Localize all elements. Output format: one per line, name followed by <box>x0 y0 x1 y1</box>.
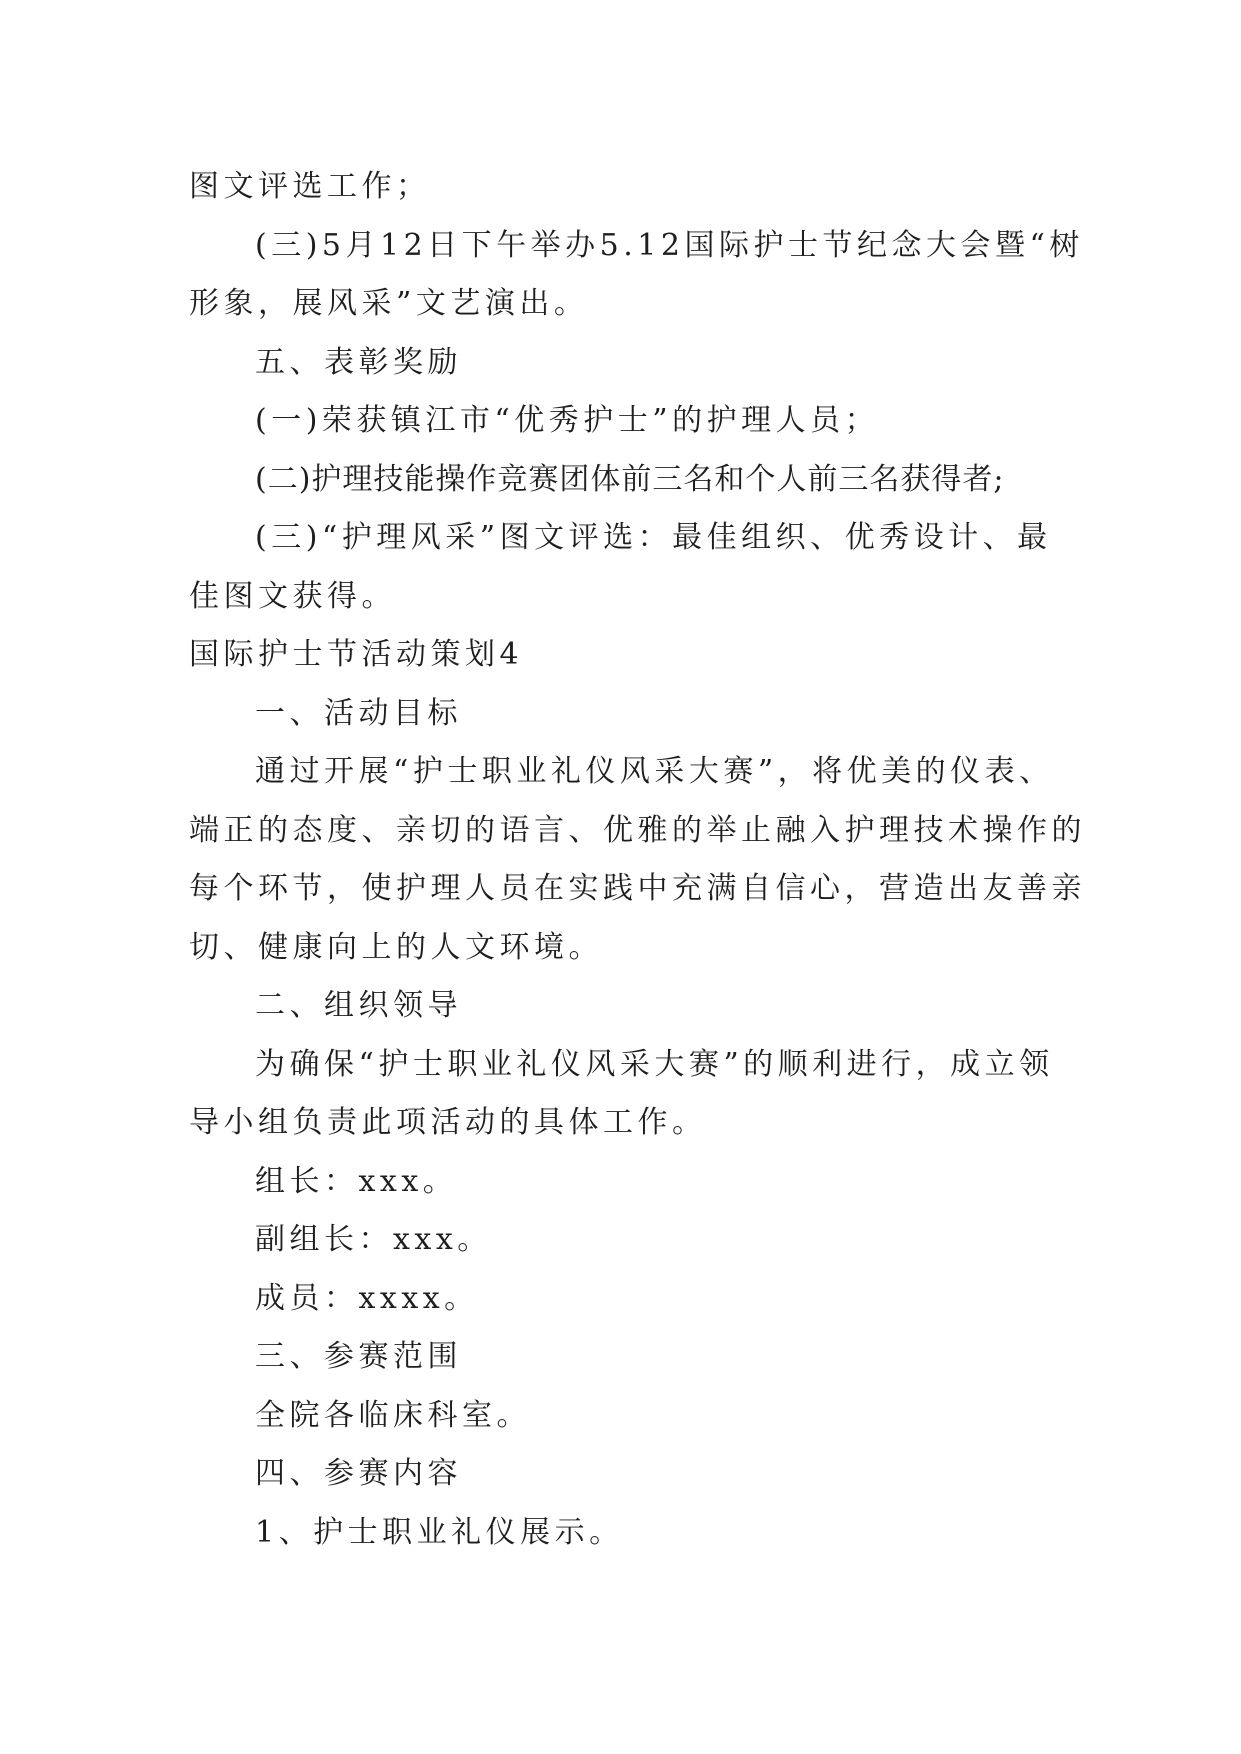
document-body <box>189 158 1086 1562</box>
text-line: 端正的态度、亲切的语言、优雅的举止融入护理技术操作的 <box>189 812 1086 848</box>
text-line: 组长：xxx。 <box>255 1163 458 1199</box>
text-line: 成员：xxxx。 <box>255 1280 479 1316</box>
text-line: 通过开展“护士职业礼仪风采大赛”，将优美的仪表、 <box>255 754 1054 789</box>
text-line: (一)荣获镇江市“优秀护士”的护理人员； <box>255 403 880 438</box>
text-line: 佳图文获得。 <box>189 578 396 614</box>
text-line: (二)护理技能操作竞赛团体前三名和个人前三名获得者; <box>255 461 1005 497</box>
text-line: 全院各临床科室。 <box>255 1397 531 1433</box>
text-line: (三)5月12日下午举办5.12国际护士节纪念大会暨“树 <box>255 227 1084 263</box>
text-line: 图文评选工作； <box>189 169 431 204</box>
text-line: 副组长：xxx。 <box>255 1222 492 1257</box>
section-heading: 五、表彰奖励 <box>255 344 462 380</box>
text-line: 切、健康向上的人文环境。 <box>189 929 603 965</box>
text-line: 为确保“护士职业礼仪风采大赛”的顺利进行，成立领 <box>255 1046 1054 1082</box>
section-heading: 一、活动目标 <box>255 695 462 731</box>
section-heading: 二、组织领导 <box>255 988 462 1023</box>
text-line: 导小组负责此项活动的具体工作。 <box>189 1105 707 1140</box>
section-heading: 三、参赛范围 <box>255 1339 462 1374</box>
document-title: 国际护士节活动策划4 <box>189 637 524 672</box>
text-line: (三)“护理风采”图文评选：最佳组织、优秀设计、最 <box>255 520 1052 555</box>
text-line: 1、护士职业礼仪展示。 <box>255 1514 624 1550</box>
text-line: 形象，展风采”文艺演出。 <box>189 286 589 321</box>
text-line: 每个环节，使护理人员在实践中充满自信心，营造出友善亲 <box>189 871 1086 906</box>
section-heading: 四、参赛内容 <box>255 1456 462 1491</box>
